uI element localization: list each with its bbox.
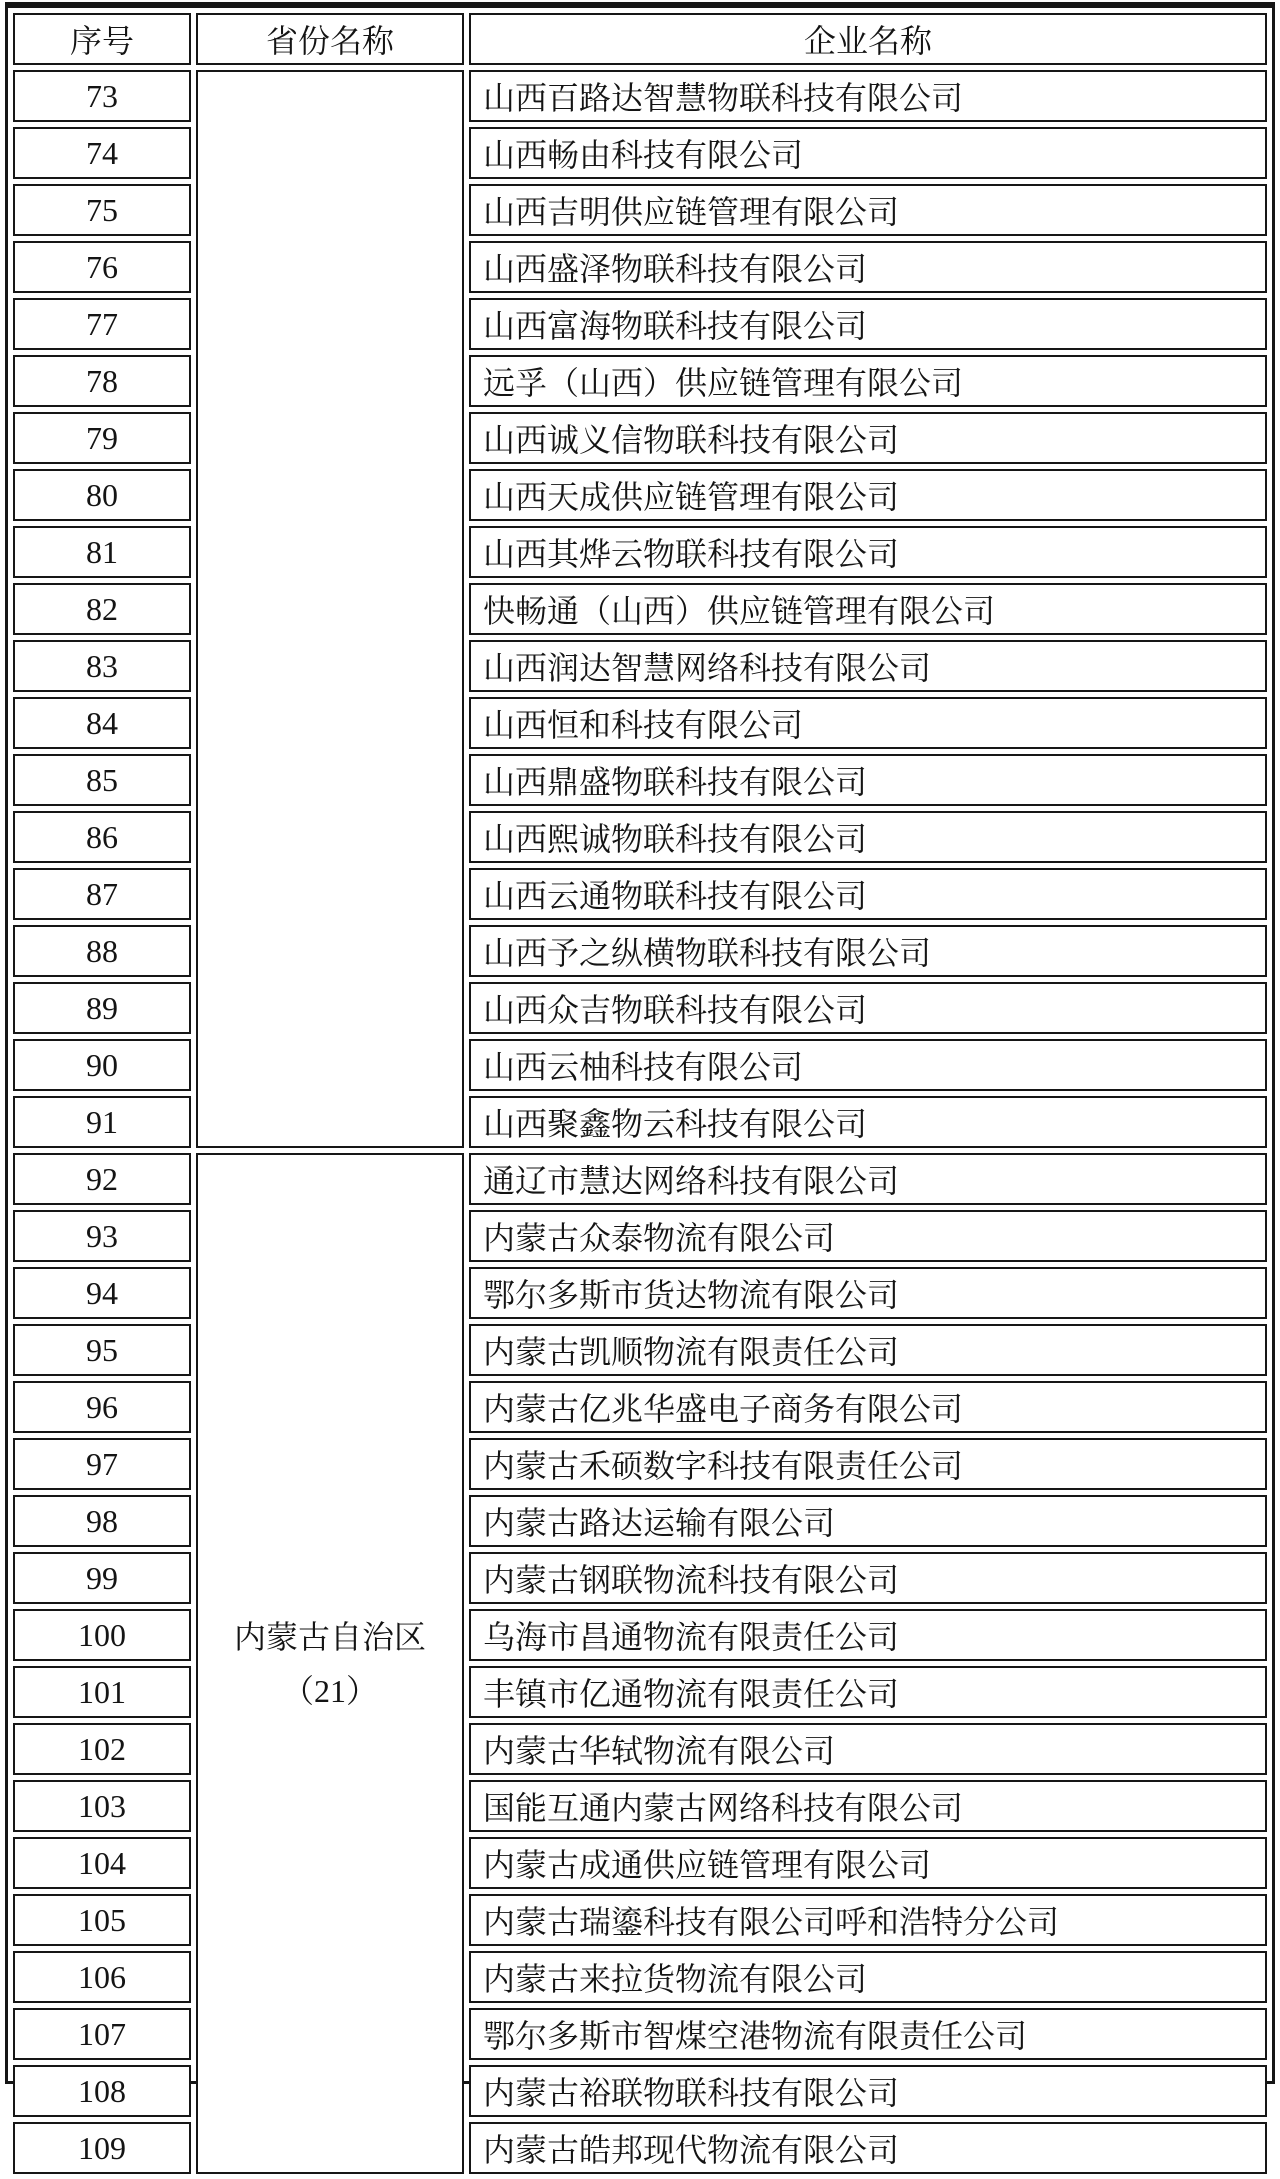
company-name-cell: 山西予之纵横物联科技有限公司: [469, 925, 1267, 977]
company-name-cell: 山西云通物联科技有限公司: [469, 868, 1267, 920]
serial-number-cell: 108: [13, 2065, 191, 2117]
serial-number-cell: 97: [13, 1438, 191, 1490]
serial-number-cell: 87: [13, 868, 191, 920]
serial-number-cell: 84: [13, 697, 191, 749]
serial-number-cell: 96: [13, 1381, 191, 1433]
serial-number-cell: 85: [13, 754, 191, 806]
company-name-cell: 内蒙古皓邦现代物流有限公司: [469, 2122, 1267, 2174]
table-header-row: [13, 13, 1267, 65]
table-body: [13, 13, 1267, 2174]
serial-number-cell: 74: [13, 127, 191, 179]
company-name-cell: 山西鼎盛物联科技有限公司: [469, 754, 1267, 806]
serial-number-cell: 98: [13, 1495, 191, 1547]
company-name-cell: 内蒙古来拉货物流有限公司: [469, 1951, 1267, 2003]
company-name-cell: 内蒙古瑞鎏科技有限公司呼和浩特分公司: [469, 1894, 1267, 1946]
serial-number-cell: 75: [13, 184, 191, 236]
company-name-cell: 山西富海物联科技有限公司: [469, 298, 1267, 350]
company-name-cell: 山西恒和科技有限公司: [469, 697, 1267, 749]
serial-number-cell: 103: [13, 1780, 191, 1832]
serial-number-cell: 83: [13, 640, 191, 692]
serial-number-cell: 77: [13, 298, 191, 350]
serial-number-cell: 109: [13, 2122, 191, 2174]
serial-number-cell: 89: [13, 982, 191, 1034]
company-name-cell: 山西熙诚物联科技有限公司: [469, 811, 1267, 863]
serial-number-cell: 88: [13, 925, 191, 977]
serial-number-cell: 78: [13, 355, 191, 407]
company-name-cell: 通辽市慧达网络科技有限公司: [469, 1153, 1267, 1205]
serial-number-cell: 102: [13, 1723, 191, 1775]
company-name-cell: 内蒙古华轼物流有限公司: [469, 1723, 1267, 1775]
province-name: 内蒙古自治区: [233, 1618, 426, 1655]
company-name-cell: 国能互通内蒙古网络科技有限公司: [469, 1780, 1267, 1832]
company-list-table: [8, 8, 1272, 2179]
company-name-cell: 山西云柚科技有限公司: [469, 1039, 1267, 1091]
serial-number-cell: 101: [13, 1666, 191, 1718]
header-serial: 序号: [13, 13, 191, 65]
header-province: 省份名称: [196, 13, 464, 65]
province-cell: [196, 70, 464, 1148]
company-name-cell: 山西其烨云物联科技有限公司: [469, 526, 1267, 578]
serial-number-cell: 73: [13, 70, 191, 122]
table-border-frame: [5, 2, 1275, 2168]
company-name-cell: 鄂尔多斯市货达物流有限公司: [469, 1267, 1267, 1319]
company-name-cell: 内蒙古禾硕数字科技有限责任公司: [469, 1438, 1267, 1490]
serial-number-cell: 100: [13, 1609, 191, 1661]
company-name-cell: 内蒙古众泰物流有限公司: [469, 1210, 1267, 1262]
company-name-cell: 鄂尔多斯市智煤空港物流有限责任公司: [469, 2008, 1267, 2060]
company-name-cell: 内蒙古亿兆华盛电子商务有限公司: [469, 1381, 1267, 1433]
company-name-cell: 乌海市昌通物流有限责任公司: [469, 1609, 1267, 1661]
serial-number-cell: 82: [13, 583, 191, 635]
company-name-cell: 快畅通（山西）供应链管理有限公司: [469, 583, 1267, 635]
serial-number-cell: 107: [13, 2008, 191, 2060]
province-cell: [196, 1153, 464, 2174]
company-name-cell: 山西盛泽物联科技有限公司: [469, 241, 1267, 293]
company-name-cell: 山西天成供应链管理有限公司: [469, 469, 1267, 521]
serial-number-cell: 94: [13, 1267, 191, 1319]
company-name-cell: 山西聚鑫物云科技有限公司: [469, 1096, 1267, 1148]
table-row: [13, 70, 1267, 122]
company-name-cell: 内蒙古路达运输有限公司: [469, 1495, 1267, 1547]
company-name-cell: 丰镇市亿通物流有限责任公司: [469, 1666, 1267, 1718]
company-name-cell: 山西诚义信物联科技有限公司: [469, 412, 1267, 464]
serial-number-cell: 104: [13, 1837, 191, 1889]
serial-number-cell: 79: [13, 412, 191, 464]
serial-number-cell: 105: [13, 1894, 191, 1946]
company-name-cell: 远孚（山西）供应链管理有限公司: [469, 355, 1267, 407]
serial-number-cell: 95: [13, 1324, 191, 1376]
header-company: 企业名称: [469, 13, 1267, 65]
company-name-cell: 山西润达智慧网络科技有限公司: [469, 640, 1267, 692]
table-row: [13, 1153, 1267, 1205]
serial-number-cell: 92: [13, 1153, 191, 1205]
serial-number-cell: 81: [13, 526, 191, 578]
serial-number-cell: 91: [13, 1096, 191, 1148]
serial-number-cell: 93: [13, 1210, 191, 1262]
company-name-cell: 内蒙古裕联物联科技有限公司: [469, 2065, 1267, 2117]
company-name-cell: 山西畅由科技有限公司: [469, 127, 1267, 179]
company-name-cell: 山西百路达智慧物联科技有限公司: [469, 70, 1267, 122]
company-name-cell: 内蒙古成通供应链管理有限公司: [469, 1837, 1267, 1889]
serial-number-cell: 86: [13, 811, 191, 863]
company-name-cell: 山西吉明供应链管理有限公司: [469, 184, 1267, 236]
company-name-cell: 内蒙古钢联物流科技有限公司: [469, 1552, 1267, 1604]
serial-number-cell: 106: [13, 1951, 191, 2003]
serial-number-cell: 99: [13, 1552, 191, 1604]
serial-number-cell: 80: [13, 469, 191, 521]
company-name-cell: 山西众吉物联科技有限公司: [469, 982, 1267, 1034]
province-count: （21）: [281, 1672, 378, 1709]
serial-number-cell: 90: [13, 1039, 191, 1091]
serial-number-cell: 76: [13, 241, 191, 293]
company-name-cell: 内蒙古凯顺物流有限责任公司: [469, 1324, 1267, 1376]
